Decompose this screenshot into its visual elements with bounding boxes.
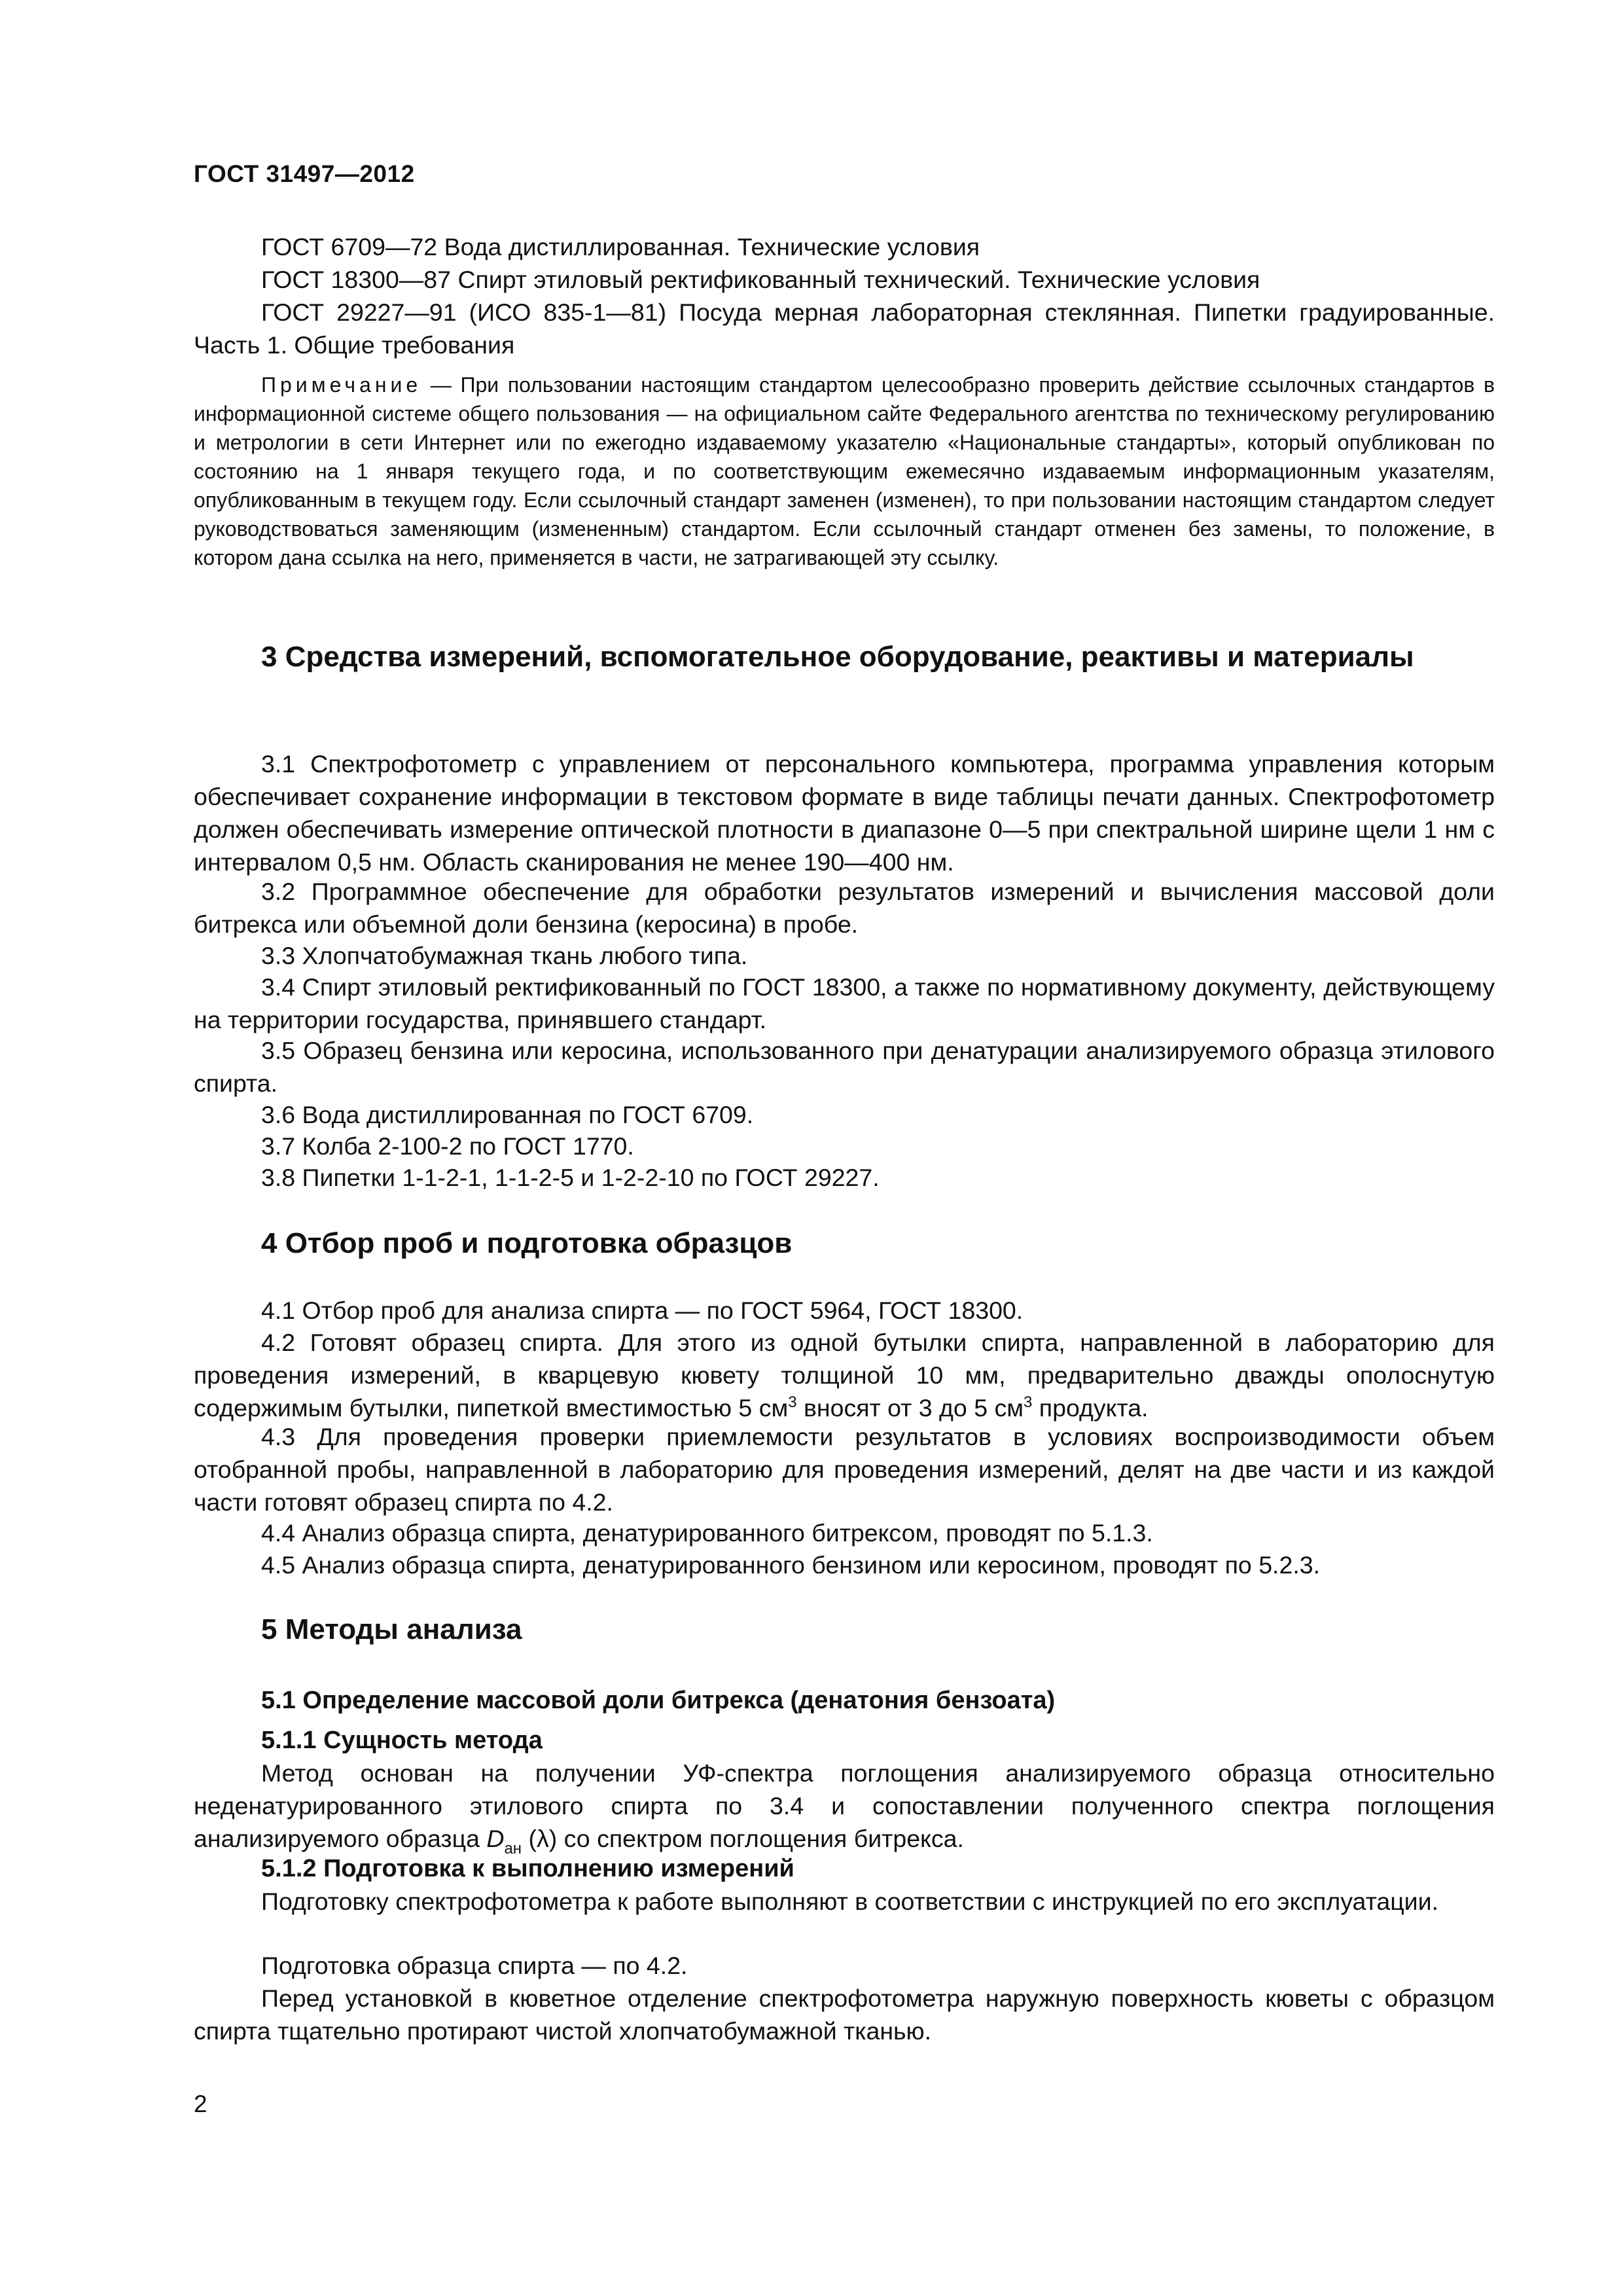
paragraph-5-1-1: Метод основан на получении УФ-спектра поглощения анализируемого образца относительно неденатурированного этилового спирта по 3.4 и сопоставлении полученного спектра поглощения анализируемого образца $D_{ан}$ (λ) со спектром поглощения битрекса. [194, 1759, 1495, 1857]
document-header: ГОСТ 31497—2012 [194, 160, 415, 187]
item-3-7: 3.7 Колба 2-100-2 по ГОСТ 1770. [261, 1132, 634, 1160]
note-label: Примечание [261, 373, 422, 397]
section-3-title: 3 Средства измерений, вспомогательное оборудование, реактивы и материалы [261, 641, 1414, 673]
note-text: — При пользовании настоящим стандартом целесообразно проверить действие ссылочных стандартов в информационной системе общего пользования — на официальном сайте Федерального агентства по техническому регулированию и метрологии в сети Интернет или по ежегодно издаваемому указателю «Национальные стандарты», который опубликован по состоянию на 1 января текущего года, и по соответствующим ежемесячно издаваемым информационным указателям, опубликованным в текущем году. Если ссылочный стандарт заменен (изменен), то при пользовании настоящим стандартом следует руководствоваться заменяющим (измененным) стандартом. Если ссылочный стандарт отменен без замены, то положение, в котором дана ссылка на него, применяется в части, не затрагивающей эту ссылку. [194, 373, 1495, 569]
item-4-3: 4.3 Для проведения проверки приемлемости результатов в условиях воспроизводимости объем отобранной пробы, направленной в лабораторию для проведения измерений, делят на две части и из каждой части готовят образец спирта по 4.2. [194, 1423, 1495, 1516]
reference-gost-29227: ГОСТ 29227—91 (ИСО 835-1—81) Посуда мерная лабораторная стеклянная. Пипетки градуированные. Часть 1. Общие требования [194, 298, 1495, 359]
note-paragraph [194, 370, 1495, 572]
item-3-3: 3.3 Хлопчатобумажная ткань любого типа. [261, 942, 748, 969]
item-3-6: 3.6 Вода дистиллированная по ГОСТ 6709. [261, 1101, 754, 1128]
item-3-2: 3.2 Программное обеспечение для обработки результатов измерений и вычисления массовой доли битрекса или объемной доли бензина (керосина) в пробе. [194, 878, 1495, 938]
item-4-2: 4.2 Готовят образец спирта. Для этого из одной бутылки спирта, направленной в лабораторию для проведения измерений, в кварцевую кювету толщиной 10 мм, предварительно дважды ополоснутую содержимым бутылки, пипеткой вместимостью 5 $см^3$ вносят от 3 до 5 $см^3$ продукта. [194, 1329, 1495, 1422]
subsection-5-1-2-title: 5.1.2 Подготовка к выполнению измерений [261, 1855, 794, 1882]
item-3-5: 3.5 Образец бензина или керосина, использованного при денатурации анализируемого образца этилового спирта. [194, 1037, 1495, 1097]
reference-gost-18300: ГОСТ 18300—87 Спирт этиловый ректификованный технический. Технические условия [261, 266, 1260, 293]
page-number: 2 [194, 2090, 207, 2117]
item-3-4: 3.4 Спирт этиловый ректификованный по ГОСТ 18300, а также по нормативному документу, действующему на территории государства, принявшего стандарт. [194, 973, 1495, 1033]
section-4-title: 4 Отбор проб и подготовка образцов [261, 1227, 793, 1259]
subsection-5-1-1-title: 5.1.1 Сущность метода [261, 1727, 543, 1754]
item-3-1: 3.1 Спектрофотометр с управлением от персонального компьютера, программа управления которым обеспечивает сохранение информации в текстовом формате в виде таблицы печати данных. Спектрофотометр должен обеспечивать измерение оптической плотности в диапазоне 0—5 при спектральной ширине щели 1 нм с интервалом 0,5 нм. Область сканирования не менее 190—400 нм. [194, 750, 1495, 876]
paragraph-5-1-2-b: Подготовка образца спирта — по 4.2. [261, 1952, 688, 1979]
item-4-5: 4.5 Анализ образца спирта, денатурированного бензином или керосином, проводят по 5.2.3. [261, 1551, 1321, 1579]
item-3-8: 3.8 Пипетки 1-1-2-1, 1-1-2-5 и 1-2-2-10 по ГОСТ 29227. [261, 1164, 880, 1191]
item-4-1: 4.1 Отбор проб для анализа спирта — по ГОСТ 5964, ГОСТ 18300. [261, 1297, 1024, 1324]
reference-gost-6709: ГОСТ 6709—72 Вода дистиллированная. Технические условия [261, 233, 980, 260]
subsection-5-1-title: 5.1 Определение массовой доли битрекса (денатония бензоата) [261, 1687, 1056, 1714]
paragraph-5-1-2-a: Подготовку спектрофотометра к работе выполняют в соответствии с инструкцией по его эксплуатации. [261, 1888, 1438, 1915]
item-4-4: 4.4 Анализ образца спирта, денатурированного битрексом, проводят по 5.1.3. [261, 1519, 1153, 1547]
paragraph-5-1-2-c: Перед установкой в кюветное отделение спектрофотометра наружную поверхность кюветы с образцом спирта тщательно протирают чистой хлопчатобумажной тканью. [194, 1984, 1495, 2045]
section-5-title: 5 Методы анализа [261, 1613, 522, 1645]
